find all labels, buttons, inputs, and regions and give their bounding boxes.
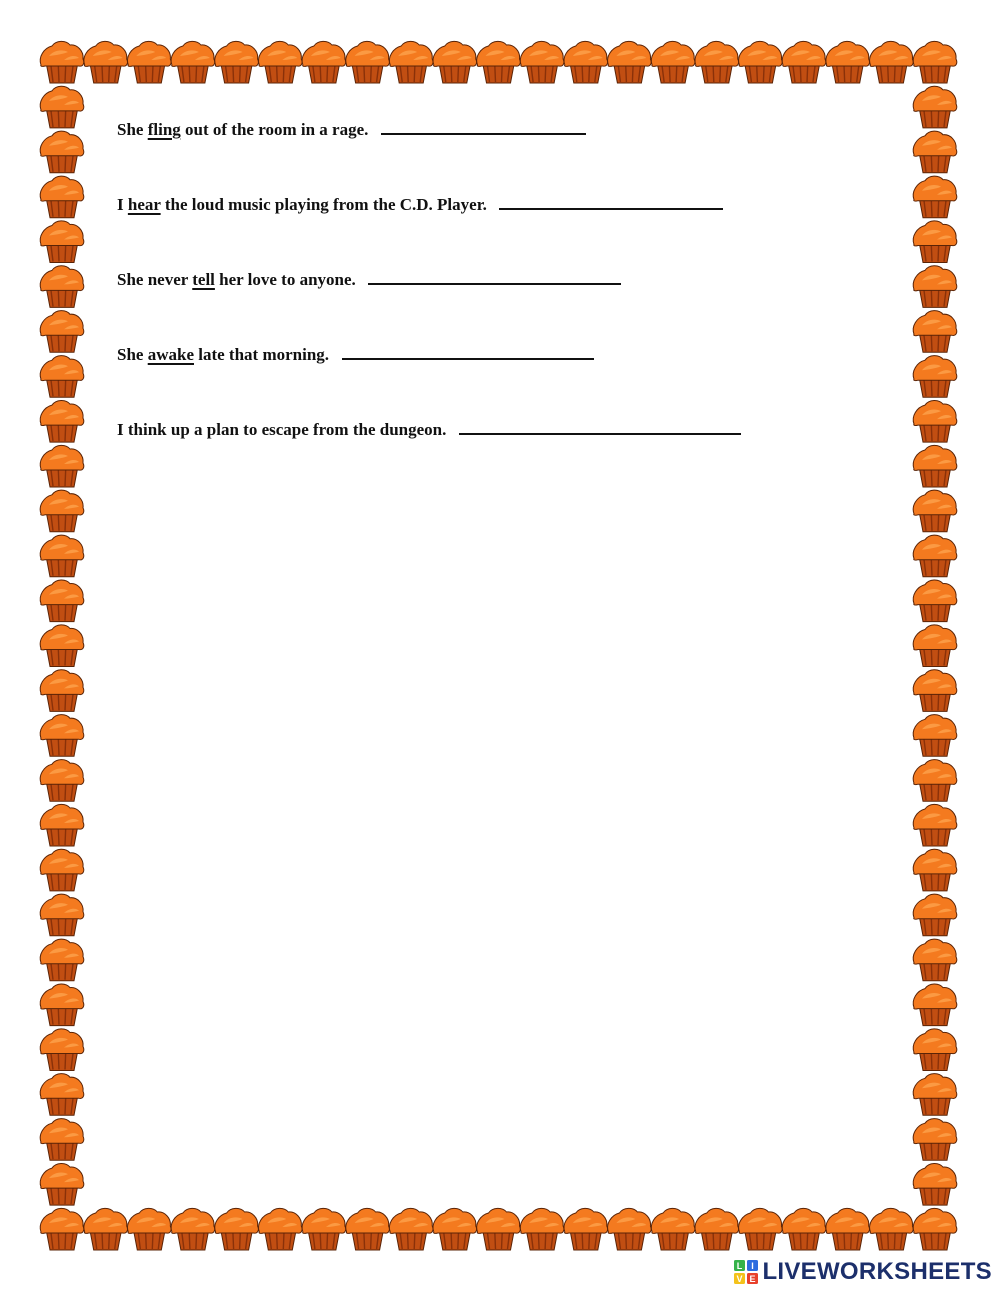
sentence-1-verb: fling	[147, 120, 181, 139]
muffin-icon	[913, 804, 957, 846]
muffin-icon	[433, 41, 477, 83]
muffin-icon	[913, 86, 957, 128]
answer-blank-4[interactable]	[342, 344, 594, 360]
muffin-icon	[40, 804, 84, 846]
liveworksheets-logo-icon	[734, 1260, 758, 1284]
muffin-icon	[171, 41, 215, 83]
muffin-icon	[40, 1208, 84, 1250]
muffin-icon	[40, 266, 84, 308]
sentence-5-text: I think up a plan to escape from the dungeon.	[117, 420, 455, 439]
muffin-icon	[40, 400, 84, 442]
liveworksheets-watermark	[734, 1259, 992, 1285]
muffin-icon	[40, 894, 84, 936]
muffin-icon	[739, 41, 783, 83]
logo-letter: E	[749, 1274, 756, 1284]
sentence-2-before: I	[117, 195, 128, 214]
muffin-icon	[913, 894, 957, 936]
muffin-icon	[913, 221, 957, 263]
muffin-icon	[913, 939, 957, 981]
sentence-1	[117, 119, 586, 140]
muffin-icon	[215, 41, 259, 83]
muffin-icon	[84, 41, 128, 83]
muffin-icon	[84, 1208, 128, 1250]
muffin-icon	[40, 86, 84, 128]
logo-letter: L	[737, 1261, 743, 1271]
muffin-icon	[913, 1119, 957, 1161]
sentence-4-after: late that morning.	[194, 345, 338, 364]
muffin-icon	[215, 1208, 259, 1250]
muffin-icon	[477, 1208, 521, 1250]
muffin-icon	[913, 1029, 957, 1071]
muffin-icon	[913, 670, 957, 712]
sentence-2	[117, 194, 723, 215]
muffin-icon	[913, 1208, 957, 1250]
muffin-icon	[913, 490, 957, 532]
muffin-icon	[40, 176, 84, 218]
muffin-icon	[913, 1163, 957, 1205]
muffin-icon	[40, 221, 84, 263]
answer-blank-2[interactable]	[499, 194, 723, 210]
muffin-icon	[302, 1208, 346, 1250]
muffin-icon	[40, 939, 84, 981]
muffin-icon	[564, 41, 608, 83]
muffin-icon	[651, 1208, 695, 1250]
muffin-icon	[913, 535, 957, 577]
answer-blank-3[interactable]	[368, 269, 621, 285]
answer-blank-1[interactable]	[381, 119, 586, 135]
muffin-icon	[477, 41, 521, 83]
muffin-icon	[913, 176, 957, 218]
muffin-icon	[40, 580, 84, 622]
muffin-icon	[913, 445, 957, 487]
muffin-icon	[913, 400, 957, 442]
muffin-icon	[40, 131, 84, 173]
muffin-icon	[40, 984, 84, 1026]
muffin-icon	[913, 715, 957, 757]
sentence-4-verb: awake	[147, 345, 194, 364]
muffin-icon	[826, 1208, 870, 1250]
sentence-2-after: the loud music playing from the C.D. Player.	[160, 195, 496, 214]
muffin-icon	[128, 1208, 172, 1250]
logo-letter: V	[736, 1274, 743, 1284]
answer-blank-5[interactable]	[459, 419, 741, 435]
sentence-1-before: She	[117, 120, 148, 139]
muffin-icon	[40, 760, 84, 802]
muffin-icon	[40, 535, 84, 577]
muffin-icon	[739, 1208, 783, 1250]
muffin-icon	[433, 1208, 477, 1250]
liveworksheets-brand: LIVEWORKSHEETS	[762, 1258, 992, 1285]
muffin-icon	[913, 311, 957, 353]
sentence-4-before: She	[117, 345, 148, 364]
muffin-icon	[913, 356, 957, 398]
sentence-2-verb: hear	[127, 195, 161, 214]
muffin-icon	[608, 41, 652, 83]
muffin-icon	[913, 131, 957, 173]
muffin-icon	[520, 41, 564, 83]
muffin-icon	[40, 849, 84, 891]
muffin-icon	[40, 670, 84, 712]
muffin-icon	[40, 715, 84, 757]
muffin-icon	[651, 41, 695, 83]
muffin-icon	[782, 41, 826, 83]
sentence-1-after: out of the room in a rage.	[180, 120, 377, 139]
muffin-icon	[171, 1208, 215, 1250]
muffin-icon	[608, 1208, 652, 1250]
muffin-icon	[913, 266, 957, 308]
muffin-icon	[40, 311, 84, 353]
muffin-icon	[913, 760, 957, 802]
sentence-3-verb: tell	[192, 270, 215, 289]
muffin-icon	[302, 41, 346, 83]
muffin-icon	[128, 41, 172, 83]
muffin-icon	[913, 625, 957, 667]
muffin-icon	[913, 1074, 957, 1116]
muffin-icon	[913, 580, 957, 622]
muffin-icon	[695, 1208, 739, 1250]
muffin-icon	[870, 41, 914, 83]
muffin-icon	[782, 1208, 826, 1250]
muffin-icon	[40, 1029, 84, 1071]
logo-letter: I	[751, 1261, 755, 1271]
muffin-icon	[913, 984, 957, 1026]
muffin-icon	[40, 356, 84, 398]
muffin-icon	[826, 41, 870, 83]
sentence-5	[117, 419, 741, 440]
muffin-icon	[913, 849, 957, 891]
sentence-4	[117, 344, 594, 365]
muffin-icon	[564, 1208, 608, 1250]
muffin-icon	[346, 41, 390, 83]
muffin-icon	[40, 1163, 84, 1205]
muffin-icon	[259, 41, 303, 83]
muffin-icon	[695, 41, 739, 83]
muffin-icon	[389, 41, 433, 83]
muffin-icon	[520, 1208, 564, 1250]
muffin-icon	[40, 490, 84, 532]
muffin-icon	[40, 41, 84, 83]
muffin-icon	[259, 1208, 303, 1250]
muffin-icon	[40, 445, 84, 487]
sentence-3-after: her love to anyone.	[214, 270, 365, 289]
muffin-icon	[346, 1208, 390, 1250]
muffin-icon	[40, 1119, 84, 1161]
sentence-3	[117, 269, 621, 290]
muffin-icon	[389, 1208, 433, 1250]
muffin-icon	[870, 1208, 914, 1250]
muffin-icon	[913, 41, 957, 83]
sentence-3-before: She never	[117, 270, 193, 289]
muffin-icon	[40, 625, 84, 667]
muffin-icon	[40, 1074, 84, 1116]
